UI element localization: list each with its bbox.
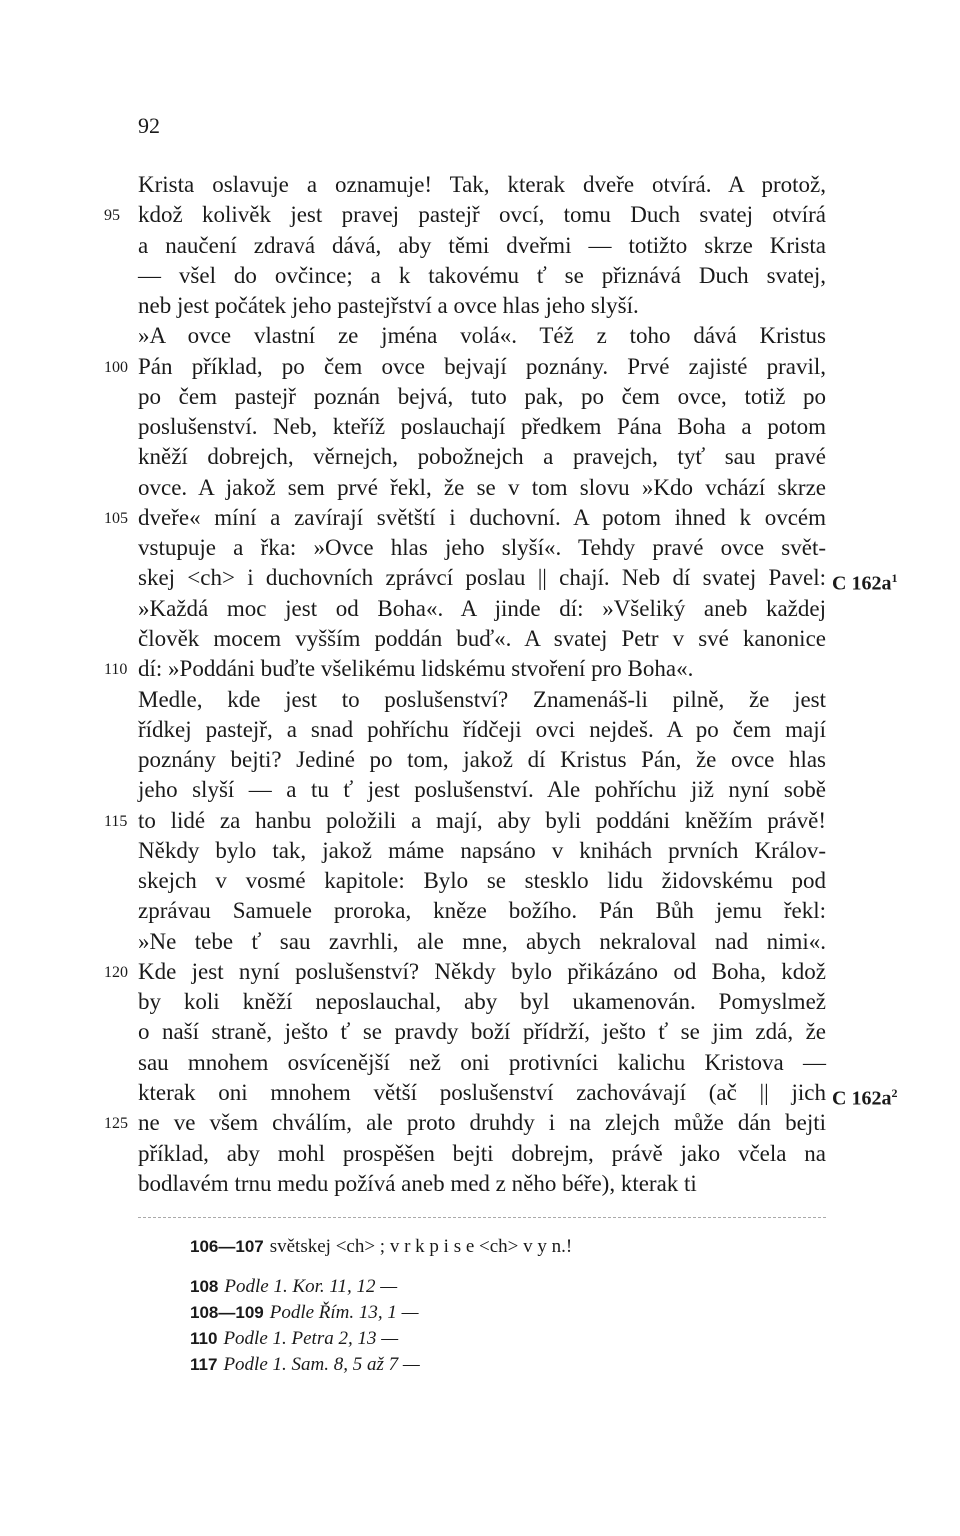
line-number: 115 bbox=[104, 812, 128, 830]
text-line bbox=[138, 563, 898, 596]
footnote-ref: 117 bbox=[190, 1355, 218, 1374]
line-text: poslušenství. Neb, kteříž poslauchají předkem Pána Boha a potom bbox=[138, 414, 826, 440]
text-line bbox=[138, 1078, 898, 1110]
text-line bbox=[138, 745, 826, 775]
footnotes bbox=[190, 1234, 790, 1378]
text-line bbox=[138, 382, 826, 412]
text-line bbox=[104, 200, 826, 230]
line-number: 120 bbox=[104, 963, 128, 981]
line-text: neb jest počátek jeho pastejřství a ovce hlas jeho slyší. bbox=[138, 293, 639, 319]
line-text: dveře« míní a zavírají světští i duchovní. A potom ihned k ovcém bbox=[138, 504, 826, 530]
footnote bbox=[190, 1234, 790, 1260]
text-line bbox=[138, 412, 826, 442]
line-text: to lidé za hanbu položili a mají, aby byli poddáni kněžím právě! bbox=[138, 807, 826, 833]
line-text: řídkej pastejř, a snad pohříchu řídčeji ovci nejdeš. A po čem mají bbox=[138, 716, 826, 742]
footnote-ref: 108 bbox=[190, 1277, 219, 1296]
text-line bbox=[138, 261, 826, 291]
margin-reference: C $162a^2$ bbox=[832, 1085, 898, 1110]
line-text: skejch v vosmé kapitole: Bylo se stesklo lidu židovskému pod bbox=[138, 868, 826, 894]
text-line bbox=[138, 321, 826, 351]
line-text: po čem pastejř poznán bejvá, tuto pak, po čem ovce, totiž po bbox=[138, 383, 826, 409]
line-text: kdož kolivěk jest pravej pastejř ovcí, tomu Duch svatej otvírá bbox=[138, 202, 826, 228]
line-number: 100 bbox=[104, 358, 128, 376]
main-text bbox=[104, 170, 898, 1199]
line-text: Krista oslavuje a oznamuje! Tak, kterak dveře otvírá. A protož, bbox=[138, 172, 826, 197]
footnote bbox=[190, 1352, 790, 1378]
footnote-text: Podle 1. Petra 2, 13 — bbox=[223, 1328, 399, 1349]
text-line bbox=[138, 836, 826, 866]
line-text: — všel do ovčince; a k takovému ť se přiznává Duch svatej, bbox=[138, 262, 826, 288]
footnote bbox=[190, 1274, 790, 1300]
margin-reference: C $162a^1$ bbox=[832, 571, 898, 596]
line-text: »Každá moc jest od Boha«. A jinde dí: »Všeliký aneb každej bbox=[138, 595, 826, 621]
line-text: vstupuje a řka: »Ovce hlas jeho slyší«. Tehdy pravé ovce svět- bbox=[138, 535, 826, 561]
line-text: kněží dobrejch, věrnejch, pobožnejch a pravejch, tyť sau pravé bbox=[138, 444, 826, 470]
line-text: ne ve všem chválím, ale proto druhdy i na zlejch může dán bejti bbox=[138, 1110, 826, 1136]
line-text: sau mnohem osvícenější než oni protivníci kalichu Kristova — bbox=[138, 1049, 826, 1075]
line-text: dí: »Poddáni buďte všelikému lidskému stvoření pro Boha«. bbox=[138, 656, 694, 682]
footnote-separator bbox=[138, 1217, 826, 1218]
footnote bbox=[190, 1326, 790, 1352]
text-line bbox=[138, 594, 826, 624]
text-line bbox=[138, 1048, 826, 1078]
line-text: a naučení zdravá dává, aby těmi dveřmi — totižto skrze Krista bbox=[138, 232, 826, 258]
text-line bbox=[138, 291, 826, 321]
line-text: by koli kněží neposlauchal, aby byl ukamenován. Pomyslmež bbox=[138, 989, 826, 1015]
text-line bbox=[104, 1108, 826, 1138]
text-line bbox=[138, 715, 826, 745]
line-text: příklad, aby mohl prospěšen bejti dobrejm, právě jako včela na bbox=[138, 1140, 826, 1166]
footnote-text: Podle 1. Sam. 8, 5 až 7 — bbox=[223, 1354, 420, 1375]
footnote-text: světskej <ch> ; v r k p i s e <ch> v y n.! bbox=[269, 1236, 573, 1257]
text-line bbox=[104, 503, 826, 533]
footnote-text: Podle 1. Kor. 11, 12 — bbox=[224, 1276, 398, 1297]
line-text: o naší straně, ješto ť se pravdy boží přídrží, ješto ť se jim zdá, že bbox=[138, 1019, 826, 1045]
line-text: »Ne tebe ť sau zavrhli, ale mne, abych nekraloval nad nimi«. bbox=[138, 928, 826, 954]
line-text: skej <ch> i duchovních zprávcí poslau || chají. Neb dí svatej Pavel: bbox=[138, 565, 826, 591]
line-text: Kde jest nyní poslušenství? Někdy bylo přikázáno od Boha, kdož bbox=[138, 958, 826, 984]
text-line bbox=[104, 654, 826, 684]
footnote-ref: 108—109 bbox=[190, 1303, 264, 1322]
footnote-text: Podle Řím. 13, 1 — bbox=[269, 1302, 419, 1323]
line-text: Medle, kde jest to poslušenství? Znamenáš-li pilně, že jest bbox=[138, 686, 826, 712]
page-number: 92 bbox=[138, 113, 160, 138]
line-text: kterak oni mnohem větší poslušenství zachovávají (ač || jich bbox=[138, 1079, 826, 1105]
line-text: Pán příklad, po čem ovce bejvají poznány. Prvé zajisté pravil, bbox=[138, 353, 826, 379]
footnote-ref: 106—107 bbox=[190, 1237, 264, 1256]
line-text: Někdy bylo tak, jakož máme napsáno v knihách prvních Králov- bbox=[138, 837, 826, 863]
text-line bbox=[138, 775, 826, 805]
line-number: 95 bbox=[104, 207, 120, 225]
text-line bbox=[138, 685, 826, 715]
text-line bbox=[138, 442, 826, 472]
line-text: poznány bejti? Jediné po tom, jakož dí Kristus Pán, že ovce hlas bbox=[138, 747, 826, 773]
text-line bbox=[138, 896, 826, 926]
text-line bbox=[138, 624, 826, 654]
footnote-ref: 110 bbox=[190, 1329, 218, 1348]
line-text: zprávau Samuele proroka, kněze božího. Pán Bůh jemu řekl: bbox=[138, 898, 826, 924]
text-line bbox=[138, 473, 826, 503]
text-line bbox=[138, 1017, 826, 1047]
line-number: 110 bbox=[104, 661, 128, 679]
text-line bbox=[138, 1139, 826, 1169]
text-line bbox=[138, 231, 826, 261]
line-text: bodlavém trnu medu požívá aneb med z něho béře), kterak ti bbox=[138, 1170, 697, 1196]
text-line bbox=[104, 957, 826, 987]
text-line bbox=[138, 533, 826, 563]
line-text: jeho slyší — a tu ť jest poslušenství. Ale pohříchu již nyní sobě bbox=[138, 777, 826, 803]
text-line bbox=[104, 352, 826, 382]
line-number: 125 bbox=[104, 1115, 128, 1133]
line-number: 105 bbox=[104, 509, 128, 527]
text-line bbox=[138, 987, 826, 1017]
line-text: člověk mocem vyšším poddán buď«. A svatej Petr v své kanonice bbox=[138, 625, 826, 651]
text-line bbox=[104, 806, 826, 836]
text-line bbox=[138, 866, 826, 896]
text-line bbox=[138, 170, 826, 200]
text-line bbox=[138, 1169, 826, 1199]
line-text: ovce. A jakož sem prvé řekl, že se v tom slovu »Kdo vchází skrze bbox=[138, 474, 826, 500]
text-line bbox=[138, 927, 826, 957]
line-text: »A ovce vlastní ze jména volá«. Též z toho dává Kristus bbox=[138, 323, 826, 349]
footnote bbox=[190, 1300, 790, 1326]
